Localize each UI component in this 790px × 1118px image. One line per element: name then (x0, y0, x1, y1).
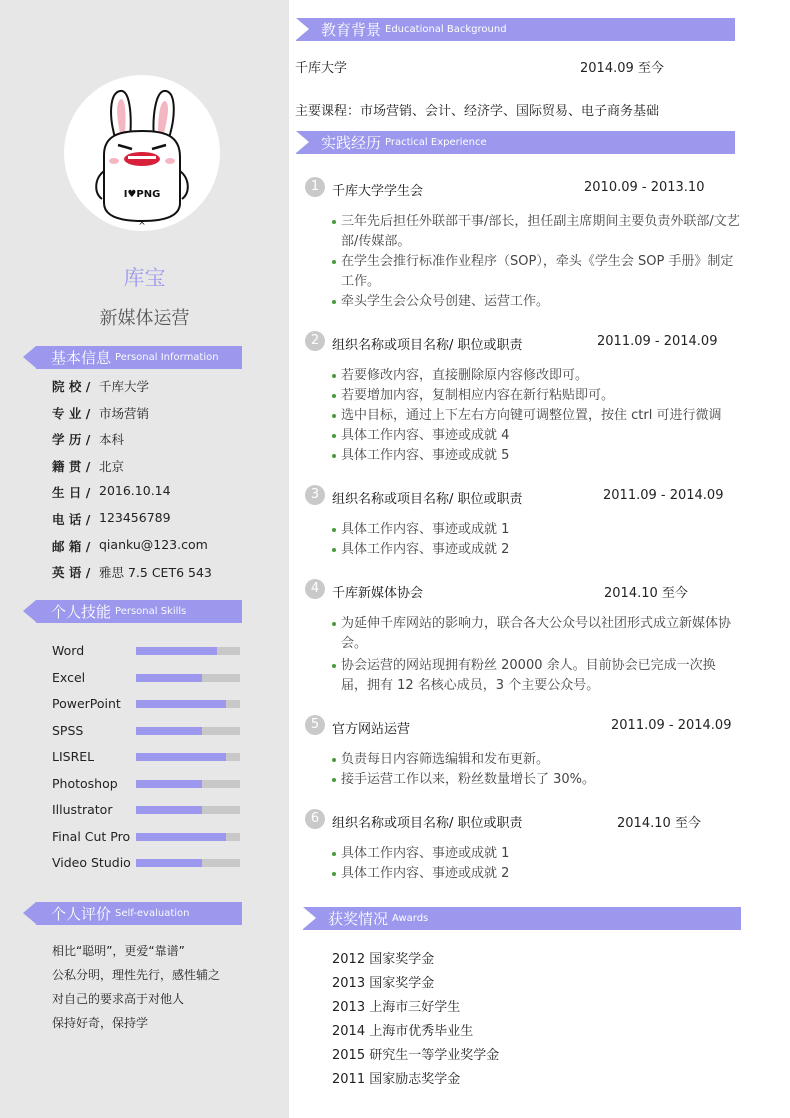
skill-name: Photoshop (52, 776, 118, 791)
skill-row (52, 723, 242, 741)
skill-name: Video Studio (52, 855, 131, 870)
skill-bar-fill (136, 780, 202, 788)
info-value: 123456789 (99, 510, 171, 525)
skill-bar (136, 700, 240, 708)
skill-bar (136, 806, 240, 814)
experience-bullet: 在学生会推行标准作业程序（SOP），牵头《学生会 SOP 手册》制定工作。 (330, 252, 740, 292)
experience-bullet: 选中目标，通过上下左右方向键可调整位置，按住 ctrl 可进行微调 (330, 406, 740, 426)
basic-info-heading (36, 346, 242, 369)
skill-bar (136, 833, 240, 841)
skill-bar-fill (136, 806, 202, 814)
info-value: qianku@123.com (99, 537, 208, 552)
heading-en: Awards (392, 913, 429, 924)
skill-name: PowerPoint (52, 696, 121, 711)
profile-title: 新媒体运营 (99, 308, 190, 329)
experience-bullet: 若要增加内容，复制相应内容在新行粘贴即可。 (330, 386, 740, 406)
experience-bullet: 若要修改内容，直接删除原内容修改即可。 (330, 366, 740, 386)
experience-bullet: 具体工作内容、事迹或成就 1 (330, 844, 740, 864)
skill-bar (136, 859, 240, 867)
info-label: 院 校 / (52, 379, 91, 394)
info-value: 市场营销 (99, 406, 150, 421)
info-row (52, 430, 124, 448)
skill-name: Excel (52, 670, 86, 685)
skill-row (52, 829, 242, 847)
info-row (52, 377, 149, 395)
skill-bar-fill (136, 700, 226, 708)
experience-bullet: 三年先后担任外联部干事/部长，担任副主席期间主要负责外联部/文艺部/传媒部。 (330, 212, 740, 252)
awards-heading (303, 907, 741, 930)
skill-row (52, 776, 242, 794)
info-label: 邮 箱 / (52, 539, 91, 554)
experience-title: 组织名称或项目名称/ 职位或职责 (332, 492, 523, 507)
practice-heading (296, 131, 735, 154)
info-value: 雅思 7.5 CET6 543 (99, 565, 212, 580)
item-number-badge: 6 (305, 809, 325, 829)
info-row (52, 483, 171, 501)
skill-row (52, 802, 242, 820)
experience-bullet: 牵头学生会公众号创建、运营工作。 (330, 292, 740, 312)
skill-row (52, 749, 242, 767)
skill-row (52, 855, 242, 873)
info-row (52, 404, 149, 422)
skill-bar-fill (136, 674, 202, 682)
item-number-badge: 5 (305, 715, 325, 735)
education-heading (296, 18, 735, 41)
experience-title: 组织名称或项目名称/ 职位或职责 (332, 816, 523, 831)
skill-name: SPSS (52, 723, 84, 738)
info-row (52, 457, 124, 475)
heading-en: Practical Experience (385, 137, 487, 148)
experience-title: 千库大学学生会 (332, 184, 424, 199)
skill-bar (136, 780, 240, 788)
experience-date: 2011.09 - 2014.09 (611, 718, 732, 733)
experience-date: 2010.09 - 2013.10 (584, 180, 705, 195)
experience-date: 2011.09 - 2014.09 (597, 334, 718, 349)
skill-name: Final Cut Pro (52, 829, 131, 844)
skill-bar-fill (136, 647, 217, 655)
rabbit-mascot-icon (64, 75, 220, 231)
experience-bullet: 负责每日内容筛选编辑和发布更新。 (330, 750, 740, 770)
item-number-badge: 3 (305, 485, 325, 505)
evaluation-line: 保持好奇，保持学 (52, 1016, 149, 1030)
sidebar (0, 0, 289, 1118)
info-label: 电 话 / (52, 512, 91, 527)
evaluation-line: 对自己的要求高于对他人 (52, 992, 185, 1006)
award-item: 2012 国家奖学金 (332, 952, 435, 967)
profile-name: 库宝 (123, 266, 166, 290)
avatar (64, 75, 220, 231)
evaluation-line: 相比“聪明”，更爱“靠谱” (52, 944, 185, 958)
heading-en: Personal Information (115, 352, 219, 363)
experience-bullet: 具体工作内容、事迹或成就 2 (330, 864, 740, 884)
item-number-badge: 4 (305, 579, 325, 599)
experience-bullet: 具体工作内容、事迹或成就 4 (330, 426, 740, 446)
heading-zh: 实践经历 (321, 134, 382, 152)
skill-row (52, 643, 242, 661)
heading-en: Educational Background (385, 24, 507, 35)
skill-bar-fill (136, 727, 202, 735)
skill-name: Illustrator (52, 802, 113, 817)
item-number-badge: 2 (305, 331, 325, 351)
info-row (52, 510, 171, 528)
skill-bar-fill (136, 753, 226, 761)
item-number-badge: 1 (305, 177, 325, 197)
award-item: 2011 国家励志奖学金 (332, 1072, 461, 1087)
info-value: 2016.10.14 (99, 483, 171, 498)
skill-name: Word (52, 643, 85, 658)
experience-bullet: 为延伸千库网站的影响力，联合各大公众号以社团形式成立新媒体协会。 (330, 614, 740, 654)
skill-bar (136, 647, 240, 655)
experience-title: 官方网站运营 (332, 722, 411, 737)
heading-en: Self-evaluation (115, 908, 190, 919)
info-value: 千库大学 (99, 379, 150, 394)
heading-zh: 个人评价 (51, 905, 112, 923)
skill-bar-fill (136, 833, 226, 841)
education-date: 2014.09 至今 (580, 61, 664, 76)
heading-en: Personal Skills (115, 606, 187, 617)
heading-zh: 教育背景 (321, 21, 382, 39)
info-label: 英 语 / (52, 565, 91, 580)
skill-bar (136, 753, 240, 761)
education-courses: 主要课程：市场营销、会计、经济学、国际贸易、电子商务基础 (295, 104, 660, 119)
skill-bar (136, 674, 240, 682)
experience-bullet: 协会运营的网站现拥有粉丝 20000 余人。目前协会已完成一次换届，拥有 12 名核心成员，3 个主要公众号。 (330, 656, 740, 696)
education-school: 千库大学 (295, 61, 348, 76)
award-item: 2013 国家奖学金 (332, 976, 435, 991)
award-item: 2014 上海市优秀毕业生 (332, 1024, 474, 1039)
skills-heading (36, 600, 242, 623)
evaluation-line: 公私分明，理性先行，感性辅之 (52, 968, 221, 982)
experience-bullet: 具体工作内容、事迹或成就 5 (330, 446, 740, 466)
heading-zh: 获奖情况 (328, 910, 389, 928)
experience-date: 2014.10 至今 (604, 586, 688, 601)
info-label: 学 历 / (52, 432, 91, 447)
experience-bullet: 具体工作内容、事迹或成就 2 (330, 540, 740, 560)
info-value: 本科 (99, 432, 125, 447)
info-row (52, 537, 208, 555)
info-label: 籍 贯 / (52, 459, 91, 474)
experience-title: 组织名称或项目名称/ 职位或职责 (332, 338, 523, 353)
svg-text:I♥PNG: I♥PNG (123, 189, 161, 200)
skill-row (52, 670, 242, 688)
info-value: 北京 (99, 459, 125, 474)
skill-row (52, 696, 242, 714)
experience-bullet: 接手运营工作以来，粉丝数量增长了 30%。 (330, 770, 740, 790)
heading-zh: 个人技能 (51, 603, 112, 621)
award-item: 2013 上海市三好学生 (332, 1000, 461, 1015)
info-label: 生 日 / (52, 485, 91, 500)
svg-text:×: × (138, 218, 146, 228)
heading-zh: 基本信息 (51, 349, 112, 367)
experience-bullet: 具体工作内容、事迹或成就 1 (330, 520, 740, 540)
info-row (52, 563, 212, 581)
skill-name: LISREL (52, 749, 95, 764)
award-item: 2015 研究生一等学业奖学金 (332, 1048, 500, 1063)
skill-bar-fill (136, 859, 202, 867)
experience-title: 千库新媒体协会 (332, 586, 424, 601)
info-label: 专 业 / (52, 406, 91, 421)
experience-date: 2014.10 至今 (617, 816, 701, 831)
skill-bar (136, 727, 240, 735)
experience-date: 2011.09 - 2014.09 (603, 488, 724, 503)
evaluation-heading (36, 902, 242, 925)
